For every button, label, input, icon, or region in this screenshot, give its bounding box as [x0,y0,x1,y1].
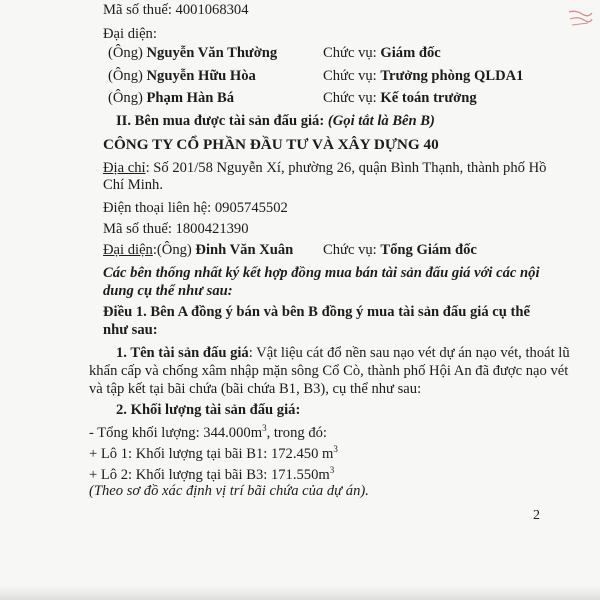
page-bottom-shadow [0,586,600,600]
role-label: Chức vụ: [323,242,381,258]
agreement-line-1: Các bên thống nhất ký kết hợp đồng mua bán tài sản đấu giá với các nội [103,265,540,281]
role-value: Tổng Giám đốc [380,242,477,258]
rep-prefix: :(Ông) [152,242,196,258]
rep-label: Đại diện [103,242,153,258]
heading-bold: II. Bên mua được tài sản đấu giá: [116,113,328,129]
rep-prefix: (Ông) [108,68,147,84]
buyer-section-heading [116,112,435,130]
item-2-lot-1 [89,440,338,463]
total-sup: 3 [262,423,267,433]
heading-italic: (Gọi tắt là Bên B) [327,113,435,129]
role-label: Chức vụ: [323,68,381,84]
buyer-rep [103,241,293,259]
buyer-address-line2: Chí Minh. [103,177,164,193]
role-label: Chức vụ: [323,45,381,61]
seller-rep-2 [108,67,256,85]
seller-tax-code: Mã số thuế: 4001068304 [103,2,249,18]
seller-rep-1-role [323,44,441,62]
lot-2-sup: 3 [329,465,335,475]
item-1-text: : Vật liệu cát đổ nền sau nạo vét dự án nạo vét, thoát lũ [248,345,570,361]
item-1-title: 1. Tên tài sản đấu giá [116,345,249,361]
item-2-title: 2. Khối lượng tài sản đấu giá: [116,402,301,418]
article-1-line-2: như sau: [103,322,158,338]
lot-2-text: + Lô 2: Khối lượng tại bãi B3: 171.550m [89,466,330,483]
address-label: Địa chỉ [103,160,146,176]
buyer-rep-role [323,241,477,259]
seller-rep-3 [108,89,234,107]
role-value: Kế toán trưởng [380,90,477,106]
seller-rep-2-role [323,67,523,85]
article-1-line-1: Điều 1. Bên A đồng ý bán và bên B đồng ý mua tài sản đấu giá cụ thể [103,304,530,320]
item-1-line-1 [116,344,570,362]
buyer-phone: Điện thoại liên hệ: 0905745502 [103,200,288,216]
stamp-mark-icon [566,8,594,28]
total-text: - Tổng khối lượng: 344.000m [89,424,263,441]
lot-1-sup: 3 [333,444,338,454]
item-1-line-2: khẩn cấp và chống xâm nhập mặn sông Cổ Cò, thành phố Hội An đã được nạo vét [89,363,569,379]
role-label: Chức vụ: [323,90,381,106]
role-value: Giám đốc [380,45,441,61]
address-text: : Số 201/58 Nguyễn Xí, phường 26, quận Bình Thạnh, thành phố Hồ [145,160,547,176]
rep-prefix: (Ông) [108,45,147,61]
buyer-tax-code: Mã số thuế: 1800421390 [103,221,249,237]
buyer-company-name: CÔNG TY CỔ PHẦN ĐẦU TƯ VÀ XÂY DỰNG 40 [103,136,439,153]
agreement-line-2: dung cụ thể như sau: [103,283,233,299]
seller-rep-3-role [323,89,477,107]
seller-rep-heading: Đại diện: [103,26,157,42]
item-2-total [89,419,327,442]
buyer-address [103,159,546,177]
rep-name: Phạm Hàn Bá [146,90,235,106]
item-2-lot-2 [89,461,334,484]
page-number: 2 [533,508,540,523]
item-2-note: (Theo sơ đồ xác định vị trí bãi chứa của dự án). [89,483,369,499]
rep-prefix: (Ông) [108,90,147,106]
lot-1-text: + Lô 1: Khối lượng tại bãi B1: 172.450 m [89,445,334,462]
seller-rep-1 [108,44,277,62]
rep-name: Nguyễn Hữu Hòa [146,68,256,84]
role-value: Trưởng phòng QLDA1 [380,68,524,84]
total-suffix: , trong đó: [266,424,327,441]
rep-name: Nguyễn Văn Thường [146,45,278,61]
rep-name: Đinh Văn Xuân [195,242,294,258]
item-1-line-3: và tập kết tại bãi chứa (bãi chứa B1, B3), cụ thể như sau: [89,381,422,397]
